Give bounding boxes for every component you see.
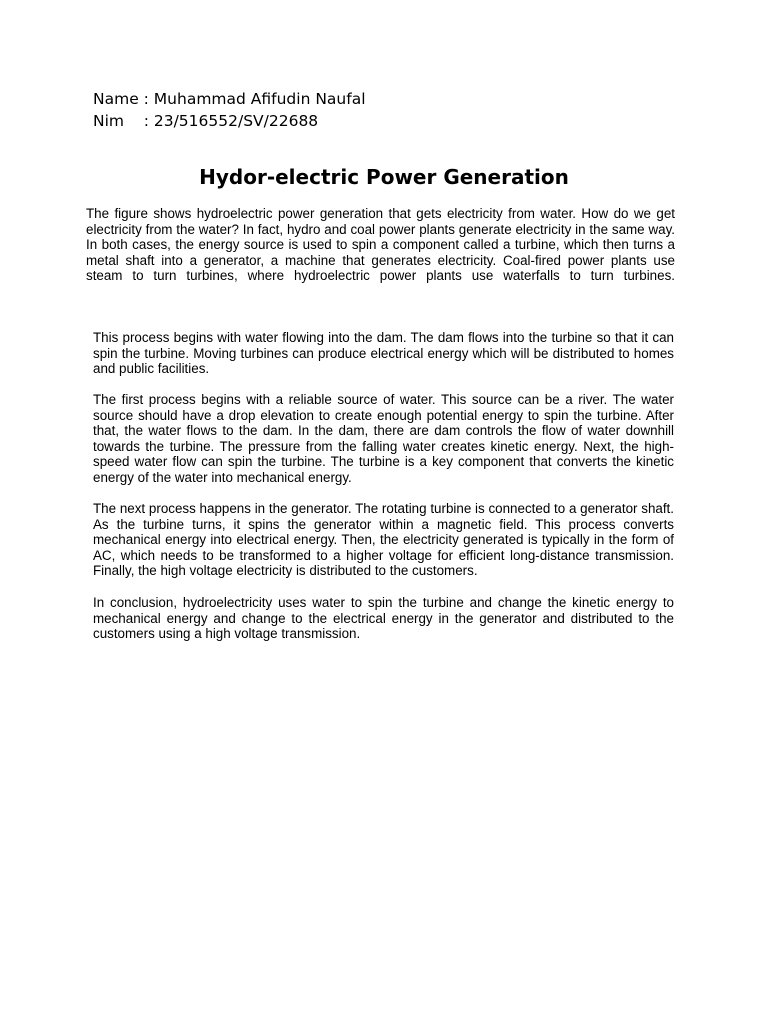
student-nim: Nim : 23/516552/SV/22688 (93, 112, 319, 130)
intro-paragraph: The figure shows hydroelectric power generation that gets electricity from water. How do we get electricity from the water? In fact, hydro and coal power plants generate electricity in the same way. In both cases, the energy source is used to spin a component called a turbine, which then turns a metal shaft into a generator, a machine that generates electricity. Coal-fired power plants use steam to turn turbines, where hydroelectric power plants use waterfalls to turn turbines. (86, 206, 675, 284)
student-info (93, 88, 366, 132)
body-paragraph-1: This process begins with water flowing into the dam. The dam flows into the turbine so that it can spin the turbine. Moving turbines can produce electrical energy which will be distributed to homes and public facilities. (93, 330, 674, 377)
document-title: Hydor-electric Power Generation (199, 165, 569, 189)
body-paragraph-3: The next process happens in the generator. The rotating turbine is connected to a generator shaft. As the turbine turns, it spins the generator within a magnetic field. This process converts mechanical energy into electrical energy. Then, the electricity generated is typically in the form of AC, which needs to be transformed to a higher voltage for efficient long-distance transmission. Finally, the high voltage electricity is distributed to the customers. (93, 501, 674, 579)
student-name: Name : Muhammad Afifudin Naufal (93, 90, 366, 108)
body-paragraph-2: The first process begins with a reliable source of water. This source can be a river. The water source should have a drop elevation to create enough potential energy to spin the turbine. After that, the water flows to the dam. In the dam, there are dam controls the flow of water downhill towards the turbine. The pressure from the falling water creates kinetic energy. Next, the high-speed water flow can spin the turbine. The turbine is a key component that converts the kinetic energy of the water into mechanical energy. (93, 392, 674, 485)
conclusion-paragraph: In conclusion, hydroelectricity uses water to spin the turbine and change the kinetic energy to mechanical energy and change to the electrical energy in the generator and distributed to the customers using a high voltage transmission. (93, 595, 674, 642)
